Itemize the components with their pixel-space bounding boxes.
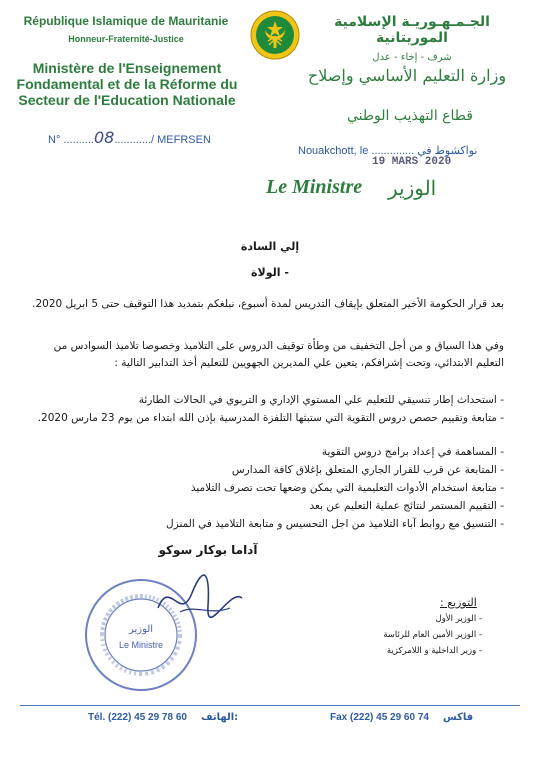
- measure-item: - المتابعة عن قرب للقرار الجاري المتعلق بإغلاق كافة المدارس: [231, 464, 504, 476]
- fr-republic: République Islamique de Mauritanie: [23, 14, 229, 28]
- measure-item: - المساهمة في إعداد برامج دروس التقوية: [321, 446, 504, 458]
- measure-text: التنسيق مع روابط آباء التلاميذ من اجل التحسيس و متابعة التلاميذ في المنزل: [166, 518, 497, 530]
- measure-text: المساهمة في إعداد برامج دروس التقوية: [321, 446, 497, 458]
- footer-fax: [330, 712, 473, 723]
- measure-text: التقييم المستمر لنتائج عملية التعليم عن بعد: [309, 500, 497, 512]
- national-emblem-icon: [250, 10, 300, 60]
- addressee-governors: - الولاة: [251, 266, 289, 279]
- ar-letterhead: [298, 14, 526, 63]
- fr-letterhead: [14, 14, 238, 44]
- fr-ministry-line: Ministère de l'Enseignement: [32, 60, 222, 76]
- fr-ministry-line: Secteur de l'Education Nationale: [18, 92, 236, 108]
- measure-text: متابعة وتقييم حصص دروس التقوية التي ستبثها التلفزة المدرسية بإذن الله ابتداء من يوم 23 مارس 2020.: [37, 412, 497, 424]
- seal-center-ar: الوزير: [128, 624, 154, 635]
- reference-number: [48, 128, 211, 147]
- fr-motto: Honneur-Fraternité-Justice: [68, 34, 184, 44]
- fax-label-ar: فاكس: [442, 712, 474, 723]
- body-paragraph-1: بعد قرار الحكومة الأخير المتعلق بإيقاف التدريس لمدة أسبوع، نبلغكم بتمديد هذا التوقيف حتى 5 ابريل 2020.: [32, 298, 504, 310]
- fr-ministry-name: [10, 60, 244, 108]
- ar-republic: الجـمـهـوريـة الإسلامية الموريتانية: [334, 14, 490, 46]
- ar-ministry-name: وزارة التعليم الأساسي وإصلاح: [307, 66, 507, 85]
- tel-label-ar: الهاتف:: [200, 712, 239, 723]
- ar-sector-name: قطاع التهذيب الوطني: [347, 108, 473, 124]
- place-fr: Nouakchott, le: [298, 145, 369, 157]
- handwritten-number: 08: [93, 128, 115, 147]
- distribution-item: - الوزير الأمين العام للرئاسة: [383, 630, 482, 640]
- body-paragraph-2: وفي هذا السياق و من أجل التخفيف من وطأة توقيف الدروس على التلاميذ وخصوصا تلاميذ السوادس من التعليم الابتدائي، وتحت إشرافكم، يتعين علي المديرين الجهويين للتعليم أخذ التدابير التالية :: [53, 340, 504, 369]
- addressee-line: إلي السادة: [240, 240, 300, 253]
- signer-name: آداما بوكار سوكو: [158, 543, 258, 557]
- fax-number: Fax (222) 45 29 60 74: [330, 712, 429, 723]
- measure-item: - متابعة استخدام الأدوات التعليمية التي يمكن وضعها تحت تصرف التلاميذ: [190, 482, 504, 494]
- minister-title-fr: Le Ministre: [266, 176, 363, 198]
- footer-telephone: [88, 712, 238, 723]
- measure-text: المتابعة عن قرب للقرار الجاري المتعلق بإغلاق كافة المدارس: [231, 464, 497, 476]
- measure-text: استحداث إطار تنسيقي للتعليم علي المستوي الإداري و التربوي في الحالات الطارئة: [138, 394, 497, 406]
- place-dots: ..............: [371, 145, 415, 157]
- minister-title-ar: الوزير: [388, 176, 437, 200]
- number-prefix: N° ..........: [48, 134, 94, 146]
- distribution-item: - وزير الداخلية و اللامركزية: [386, 646, 482, 656]
- measure-text: متابعة استخدام الأدوات التعليمية التي يمكن وضعها تحت تصرف التلاميذ: [190, 482, 497, 494]
- measure-item: - التنسيق مع روابط آباء التلاميذ من اجل التحسيس و متابعة التلاميذ في المنزل: [166, 518, 504, 530]
- seal-center-fr: Le Ministre: [118, 640, 164, 650]
- number-suffix: ............/ MEFRSEN: [114, 134, 211, 146]
- measure-item: - التقييم المستمر لنتائج عملية التعليم عن بعد: [309, 500, 504, 512]
- ar-motto: شرف - إخاء - عدل: [372, 52, 452, 63]
- handwritten-signature-icon: [150, 568, 250, 628]
- measure-item: - متابعة وتقييم حصص دروس التقوية التي ستبثها التلفزة المدرسية بإذن الله ابتداء من يوم 23 مارس 2020.: [37, 412, 504, 424]
- place-ar: نواكشوط في: [417, 145, 478, 157]
- fr-ministry-line: Fondamental et de la Réforme du: [16, 76, 238, 92]
- measure-item: - استحداث إطار تنسيقي للتعليم علي المستوي الإداري و التربوي في الحالات الطارئة: [138, 394, 504, 406]
- footer-divider: [20, 705, 520, 706]
- date-stamp: 19 MARS 2020: [372, 156, 452, 168]
- distribution-item: - الوزير الأول: [435, 614, 482, 624]
- distribution-title: التوزيع :: [440, 596, 477, 609]
- tel-number: Tél. (222) 45 29 78 60: [88, 712, 187, 723]
